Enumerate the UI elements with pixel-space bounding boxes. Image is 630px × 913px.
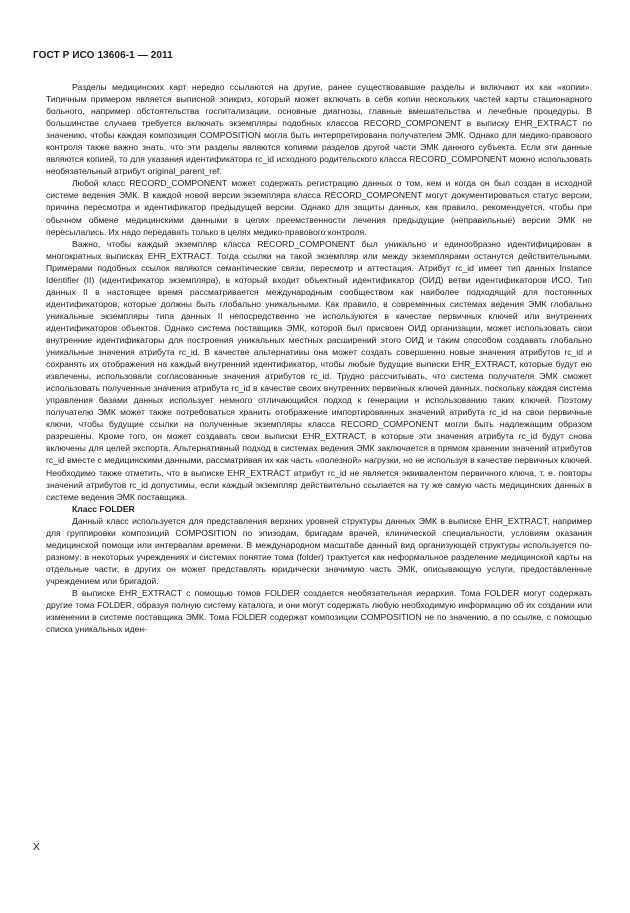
document-body bbox=[46, 81, 592, 635]
paragraph: Разделы медицинских карт нередко ссылаются на другие, ранее существовавшие разделы и включают их как «копии». Типичным примером является выписной эпикриз, который может включать в себя копии нескольких частей карты стационарного больного, например обстоятельства госпитализации, основные диагнозы, главные вмешательства и лечебные процедуры. В большинстве случаев требуется включать экземпляры подобных классов RECORD_COMPONENT в выписку EHR_EXTRACT по значению, чтобы каждая композиция COMPOSITION могла быть интерпретирована получателем ЭМК. Однако для медико-правового контроля также важно знать, что эти разделы являются копиями разделов другой части ЭМК данного субъекта. Если эти данные являются копией, то для указания идентификатора rc_id исходного родительского класса RECORD_COMPONENT можно использовать необязательный атрибут original_parent_ref. bbox=[46, 82, 592, 177]
page-number: X bbox=[33, 842, 40, 853]
paragraph: В выписке EHR_EXTRACT с помощью томов FOLDER создается необязательная иерархия. Тома FOLDER могут содержать другие тома FOLDER, образуя полную систему каталога, и они могут содержать любую необходимую информацию об их создании или изменении в системе поставщика ЭМК. Тома FOLDER содержат композиции COMPOSITION не по значению, а по ссылке, с помощью списка уникальных иден- bbox=[46, 587, 592, 635]
section-heading: Класс FOLDER bbox=[72, 503, 135, 514]
paragraph: Важно, чтобы каждый экземпляр класса RECORD_COMPONENT был уникально и единообразно идентифицирован в многократных выписках EHR_EXTRACT. Тогда ссылки на такой экземпляр или между экземплярами останутся действительными. Примерами подобных ссылок являются семантические связи, пересмотр и аттестация. Атрибут rc_id имеет тип данных Instance Identifier (II) (идентификатор экземпляра), в который входит объектный идентификатор (ОИД) ветви идентификаторов ИСО. Тип данных II в настоящее время рассматривается международным сообществом как наиболее подходящий для постоянных идентификаторов, которые должны быть глобально уникальными. Как правило, в современных системах ведения ЭМК глобально уникальные экземпляры типа данных II непосредственно не используются в качестве первичных ключей или внутренних идентификаторов объектов. Однако система поставщика ЭМК, которой был присвоен ОИД организации, может использовать свои внутренние идентификаторы для построения уникальных местных расширений этого ОИД и таким способом создавать глобально уникальные значения атрибута rc_id. В качестве альтернативы она может создать совершенно новые значения атрибутов rc_id и сохранять их отображения на каждый внутренний идентификатор, чтобы любые будущие выписки EHR_EXTRACT, которые будут ею извлечены, использовали согласованные значения атрибутов rc_id. Трудно рассчитывать, что система получателя ЭМК сможет использовать полученные значения атрибута rc_id в качестве своих внутренних первичных ключей данных, поскольку каждая система управления базами данных использует немного отличающийся подход к генерации и использованию таких ключей. Поэтому получателю ЭМК может также потребоваться хранить отображение импортированных значений атрибута rc_id на свои первичные ключи, чтобы будущие ссылки на полученные экземпляры класса RECORD_COMPONENT могли быть надлежащим образом разрешены. Кроме того, он может создавать свои выписки EHR_EXTRACT, в которые эти значения атрибута rc_id будут снова включены для целей экспорта. Альтернативный подход в системах ведения ЭМК заключается в прямом хранении значений атрибутов rc_id вместе с медицинскими данными, рассматривая их как часть «полезной» нагрузки, но не используя в качестве первичных ключей. Необходимо также отметить, что в выписке EHR_EXTRACT атрибут rc_id не является эквивалентом первичного ключа, т. е. повторы значений атрибутов rc_id допустимы, если каждый экземпляр действительно ссылается на ту же самую часть медицинских данных в системе ведения ЭМК поставщика. bbox=[46, 238, 592, 502]
document-header: ГОСТ Р ИСО 13606-1 — 2011 bbox=[33, 50, 173, 61]
paragraph: Любой класс RECORD_COMPONENT может содержать регистрацию данных о том, кем и когда он был создан в исходной системе ведения ЭМК. В каждой новой версии экземпляра класса RECORD_COMPONENT могут документироваться статус версии, причина пересмотра и идентификатор предыдущей версии. Однако для защиты данных, как правило, рекомендуется, чтобы при обычном обмене медицинскими данными в целях преемственности лечения предыдущие (неправильные) версии ЭМК не пересылались. Их надо передавать только в целях медико-правового контроля. bbox=[46, 178, 592, 237]
paragraph: Данный класс используется для представления верхних уровней структуры данных ЭМК в выписке EHR_EXTRACT, например для группировки композиций COMPOSITION по эпизодам, бригадам врачей, клинической специальности, условиям оказания медицинской помощи или интервалам времени. В международном масштабе данный вид организующей структуры используется по-разному: в некоторых учреждениях и системах понятие тома (folder) трактуется как неформальное разделение медицинской карты на отдельные части; в других он может представлять юридически значимую часть ЭМК, описывающую услуги, предоставленные учреждением или бригадой. bbox=[46, 515, 592, 586]
